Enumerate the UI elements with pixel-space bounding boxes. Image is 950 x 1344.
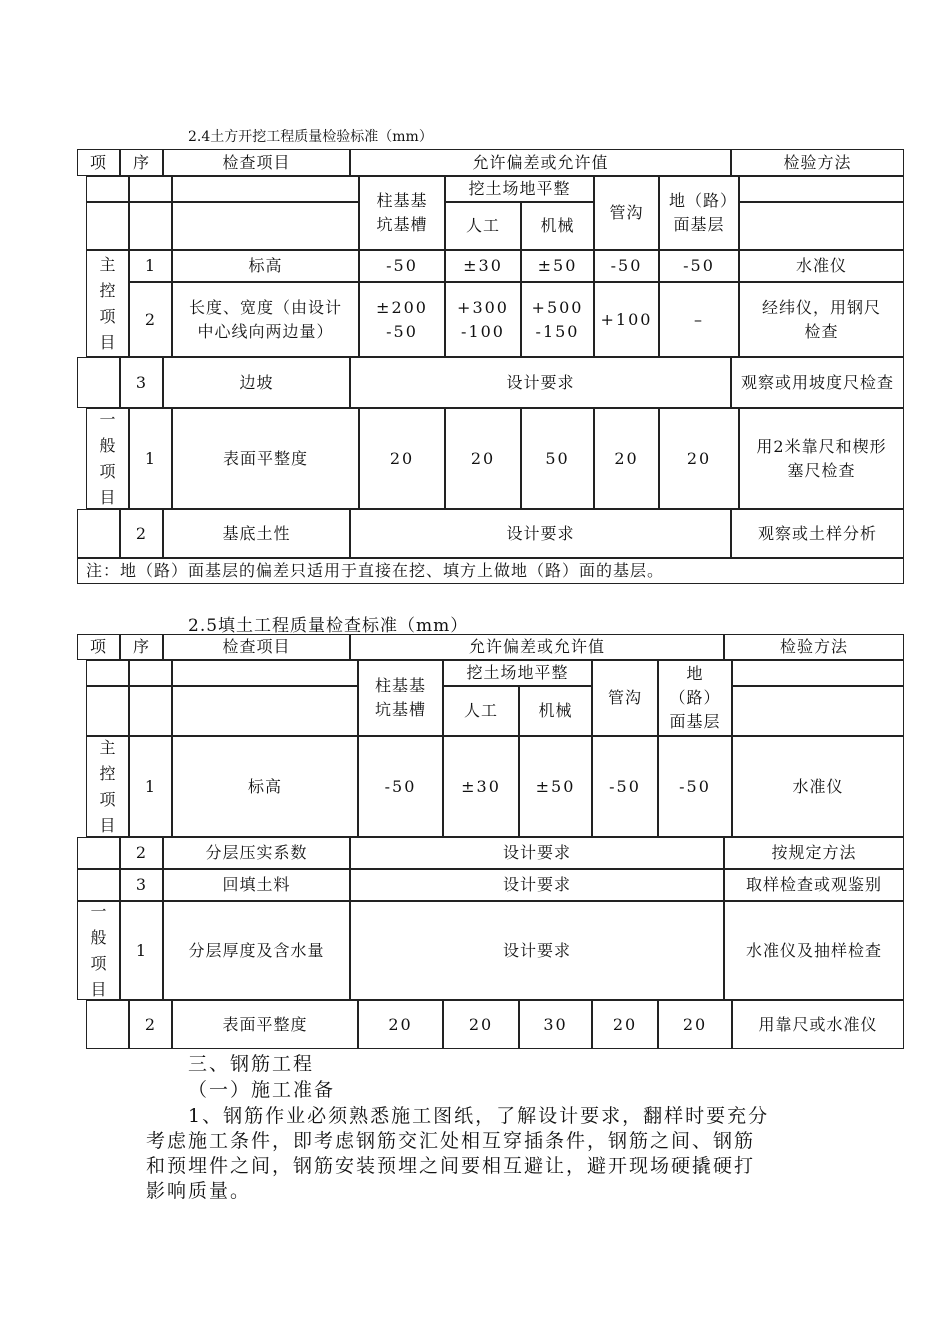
t1-header-ditch: 管沟 xyxy=(594,176,659,250)
t2-header-method: 检验方法 xyxy=(724,634,904,660)
t2-header-road-base: 地（路）面基层 xyxy=(658,660,732,736)
t1-r1-ditch: -50 xyxy=(594,250,659,282)
t2-r4-seq: 1 xyxy=(120,901,163,1000)
t2-blank xyxy=(129,660,172,686)
t1-blank xyxy=(86,202,129,250)
t1-header-site-level: 挖土场地平整 xyxy=(445,176,594,202)
t1-r3-span: 设计要求 xyxy=(350,357,731,408)
t1-r4-road: 20 xyxy=(659,408,739,509)
t1-header-road-base: 地（路）面基层 xyxy=(659,176,739,250)
t1-r2-method: 经纬仪，用钢尺检查 xyxy=(739,282,904,357)
t2-header-machine: 机械 xyxy=(519,686,592,736)
t2-blank xyxy=(86,660,129,686)
t2-r3-seq: 3 xyxy=(120,869,163,901)
paragraph-line-2: 考虑施工条件，即考虑钢筋交汇处相互穿插条件，钢筋之间、钢筋 xyxy=(146,1130,756,1152)
t1-r4-item: 表面平整度 xyxy=(172,408,359,509)
t2-r4-span: 设计要求 xyxy=(350,901,724,1000)
t1-blank xyxy=(129,176,172,202)
t1-r4-ditch: 20 xyxy=(594,408,659,509)
t1-blank xyxy=(77,357,120,408)
t1-r4-pit: 20 xyxy=(359,408,445,509)
t2-r5-machine: 30 xyxy=(519,1000,592,1049)
t1-header-manual: 人工 xyxy=(445,202,521,250)
t1-blank xyxy=(739,176,904,202)
t1-header-check-item: 检查项目 xyxy=(163,149,350,176)
t1-blank xyxy=(86,176,129,202)
t1-blank xyxy=(172,202,359,250)
t2-main-group: 主控项目 xyxy=(86,736,129,837)
t2-blank xyxy=(129,686,172,736)
t1-main-group: 主控项目 xyxy=(86,250,129,357)
t1-blank xyxy=(172,176,359,202)
t1-header-allowed: 允许偏差或允许值 xyxy=(350,149,731,176)
t2-r4-item: 分层厚度及含水量 xyxy=(163,901,350,1000)
t2-header-ditch: 管沟 xyxy=(592,660,658,736)
paragraph-line-3: 和预埋件之间，钢筋安装预埋之间要相互避让，避开现场硬撬硬打 xyxy=(146,1155,756,1177)
t1-header-seq: 序 xyxy=(120,149,163,176)
t2-r5-pit: 20 xyxy=(358,1000,443,1049)
t2-header-allowed: 允许偏差或允许值 xyxy=(350,634,724,660)
t2-r1-method: 水准仪 xyxy=(732,736,904,837)
t1-blank xyxy=(739,202,904,250)
t2-r5-method: 用靠尺或水准仪 xyxy=(732,1000,904,1049)
t1-r5-seq: 2 xyxy=(120,509,163,558)
t1-r2-machine: +500 -150 xyxy=(521,282,594,357)
t1-r4-seq: 1 xyxy=(129,408,172,509)
table2-caption: 2.5填土工程质量检查标准（mm） xyxy=(188,616,469,636)
t1-r2-seq: 2 xyxy=(129,282,172,357)
t2-r5-road: 20 xyxy=(658,1000,732,1049)
t1-header-machine: 机械 xyxy=(521,202,594,250)
t1-r2-pit: ±200 -50 xyxy=(359,282,445,357)
paragraph-line-1: 1、钢筋作业必须熟悉施工图纸，了解设计要求，翻样时要充分 xyxy=(188,1105,770,1127)
t2-r1-item: 标高 xyxy=(172,736,358,837)
t1-header-method: 检验方法 xyxy=(731,149,904,176)
t2-header-seq: 序 xyxy=(120,634,163,660)
t2-r4-method: 水准仪及抽样检查 xyxy=(724,901,904,1000)
t1-r3-method: 观察或用坡度尺检查 xyxy=(731,357,904,408)
t2-r3-method: 取样检查或观鉴别 xyxy=(724,869,904,901)
t1-r4-method: 用2米靠尺和楔形塞尺检查 xyxy=(739,408,904,509)
t1-r2-item: 长度、宽度（由设计中心线向两边量） xyxy=(172,282,359,357)
t2-header-site-level: 挖土场地平整 xyxy=(443,660,592,686)
t1-r1-pit: -50 xyxy=(359,250,445,282)
t1-header-pile-pit: 柱基基坑基槽 xyxy=(359,176,445,250)
t2-blank xyxy=(77,837,120,869)
t1-r2-ditch: +100 xyxy=(594,282,659,357)
t1-r1-item: 标高 xyxy=(172,250,359,282)
t2-r1-seq: 1 xyxy=(129,736,172,837)
t2-header-manual: 人工 xyxy=(443,686,519,736)
t2-r3-item: 回填土料 xyxy=(163,869,350,901)
t1-r3-seq: 3 xyxy=(120,357,163,408)
t1-r1-seq: 1 xyxy=(129,250,172,282)
t1-r1-road: -50 xyxy=(659,250,739,282)
t2-header-item: 项 xyxy=(77,634,120,660)
t1-r5-method: 观察或土样分析 xyxy=(731,509,904,558)
t2-blank xyxy=(732,686,904,736)
t2-r1-ditch: -50 xyxy=(592,736,658,837)
t2-general-group: 一般项目 xyxy=(77,901,120,1000)
t2-blank xyxy=(732,660,904,686)
t1-r3-item: 边坡 xyxy=(163,357,350,408)
t1-blank xyxy=(129,202,172,250)
t1-blank xyxy=(77,509,120,558)
t1-r5-span: 设计要求 xyxy=(350,509,731,558)
t2-r1-pit: -50 xyxy=(358,736,443,837)
t2-r2-item: 分层压实系数 xyxy=(163,837,350,869)
t1-general-group: 一般项目 xyxy=(86,408,129,509)
t2-r2-span: 设计要求 xyxy=(350,837,724,869)
t2-header-check-item: 检查项目 xyxy=(163,634,350,660)
t2-blank xyxy=(86,686,129,736)
t2-r5-manual: 20 xyxy=(443,1000,519,1049)
table1-caption: 2.4土方开挖工程质量检验标准（mm） xyxy=(188,129,433,145)
t2-blank xyxy=(172,660,358,686)
t2-r5-item: 表面平整度 xyxy=(172,1000,358,1049)
t2-r5-ditch: 20 xyxy=(592,1000,658,1049)
t1-header-item: 项 xyxy=(77,149,120,176)
t1-r1-method: 水准仪 xyxy=(739,250,904,282)
t2-r2-method: 按规定方法 xyxy=(724,837,904,869)
t2-r1-manual: ±30 xyxy=(443,736,519,837)
t2-r1-road: -50 xyxy=(658,736,732,837)
t1-r2-manual: +300 -100 xyxy=(445,282,521,357)
t1-r1-manual: ±30 xyxy=(445,250,521,282)
t1-note: 注：地（路）面基层的偏差只适用于直接在挖、填方上做地（路）面的基层。 xyxy=(77,558,904,584)
t2-r3-span: 设计要求 xyxy=(350,869,724,901)
t1-r1-machine: ±50 xyxy=(521,250,594,282)
t2-blank xyxy=(86,1000,129,1049)
t2-r1-machine: ±50 xyxy=(519,736,592,837)
t2-r5-seq: 2 xyxy=(129,1000,172,1049)
t1-r4-machine: 50 xyxy=(521,408,594,509)
t1-r2-road: – xyxy=(659,282,739,357)
paragraph-line-4: 影响质量。 xyxy=(146,1180,252,1202)
section-subheading: （一）施工准备 xyxy=(188,1079,336,1101)
t2-header-pile-pit: 柱基基坑基槽 xyxy=(358,660,443,736)
t1-r4-manual: 20 xyxy=(445,408,521,509)
section-heading: 三、钢筋工程 xyxy=(188,1053,315,1075)
t2-blank xyxy=(77,869,120,901)
t2-r2-seq: 2 xyxy=(120,837,163,869)
t1-r5-item: 基底土性 xyxy=(163,509,350,558)
t2-blank xyxy=(172,686,358,736)
